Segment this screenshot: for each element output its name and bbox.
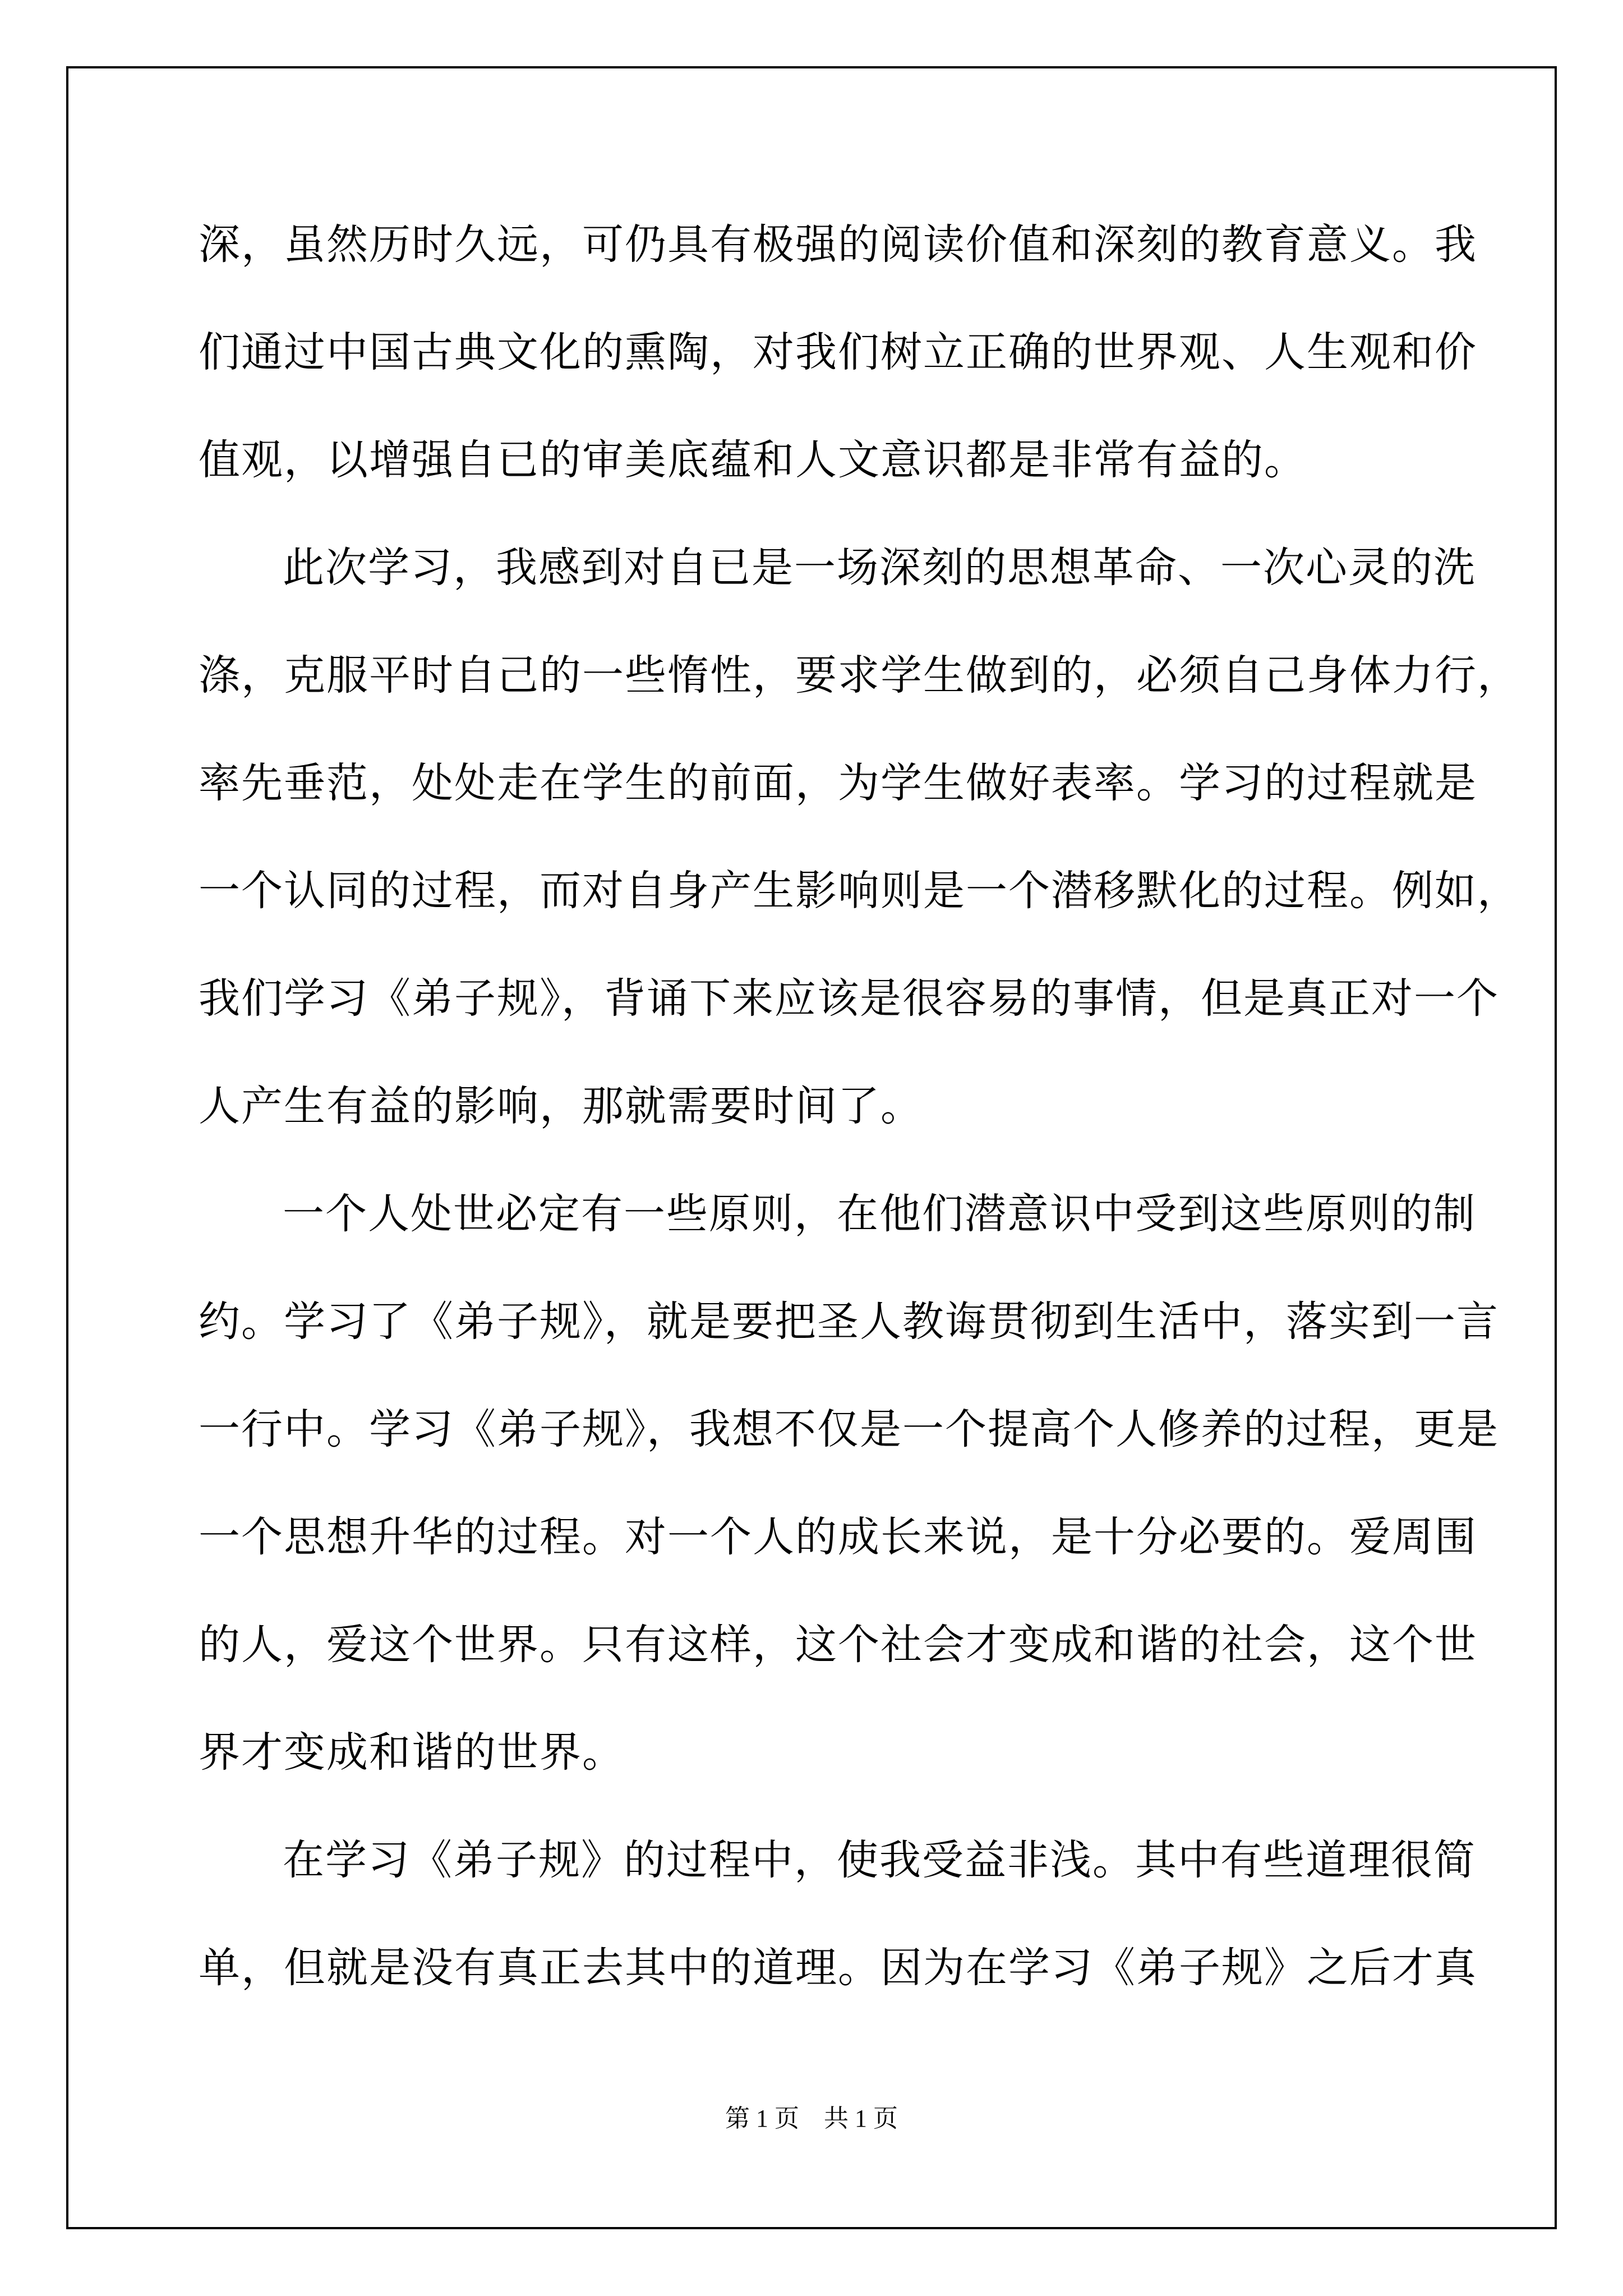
paragraph-start-line: 此次学习，我感到对自已是一场深刻的思想革命、一次心灵的洗 (283, 544, 1476, 592)
text-line: 我们学习《弟子规》，背诵下来应该是很容易的事情，但是真正对一个 (199, 974, 1499, 1023)
text-line: 值观，以增强自已的审美底蕴和人文意识都是非常有益的。 (199, 436, 1307, 484)
text-line: 深，虽然历时久远，可仍具有极强的阅读价值和深刻的教育意义。我 (199, 220, 1477, 269)
text-line: 人产生有益的影响，那就需要时间了。 (199, 1082, 923, 1130)
text-line: 一个思想升华的过程。对一个人的成长来说，是十分必要的。爱周围 (199, 1513, 1477, 1561)
text-line: 单，但就是没有真正去其中的道理。因为在学习《弟子规》之后才真 (199, 1944, 1477, 1992)
page-footer: 第 1 页 共 1 页 (725, 2105, 898, 2132)
text-line: 一行中。学习《弟子规》，我想不仅是一个提高个人修养的过程，更是 (199, 1405, 1499, 1453)
text-line: 涤，克服平时自己的一些惰性，要求学生做到的，必须自己身体力行， (199, 651, 1520, 700)
text-line: 一个认同的过程，而对自身产生影响则是一个潜移默化的过程。例如， (199, 867, 1520, 915)
text-line: 约。学习了《弟子规》，就是要把圣人教诲贯彻到生活中，落实到一言 (199, 1297, 1499, 1346)
text-line: 们通过中国古典文化的熏陶，对我们树立正确的世界观、人生观和价 (199, 328, 1477, 376)
text-line: 率先垂范，处处走在学生的前面，为学生做好表率。学习的过程就是 (199, 759, 1477, 807)
text-line: 的人，爱这个世界。只有这样，这个社会才变成和谐的社会，这个世 (199, 1621, 1477, 1669)
paragraph-start-line: 在学习《弟子规》的过程中，使我受益非浅。其中有些道理很简 (283, 1836, 1476, 1884)
paragraph-start-line: 一个人处世必定有一些原则，在他们潜意识中受到这些原则的制 (283, 1190, 1476, 1238)
text-line: 界才变成和谐的世界。 (199, 1728, 625, 1777)
document-body (199, 191, 1520, 2022)
